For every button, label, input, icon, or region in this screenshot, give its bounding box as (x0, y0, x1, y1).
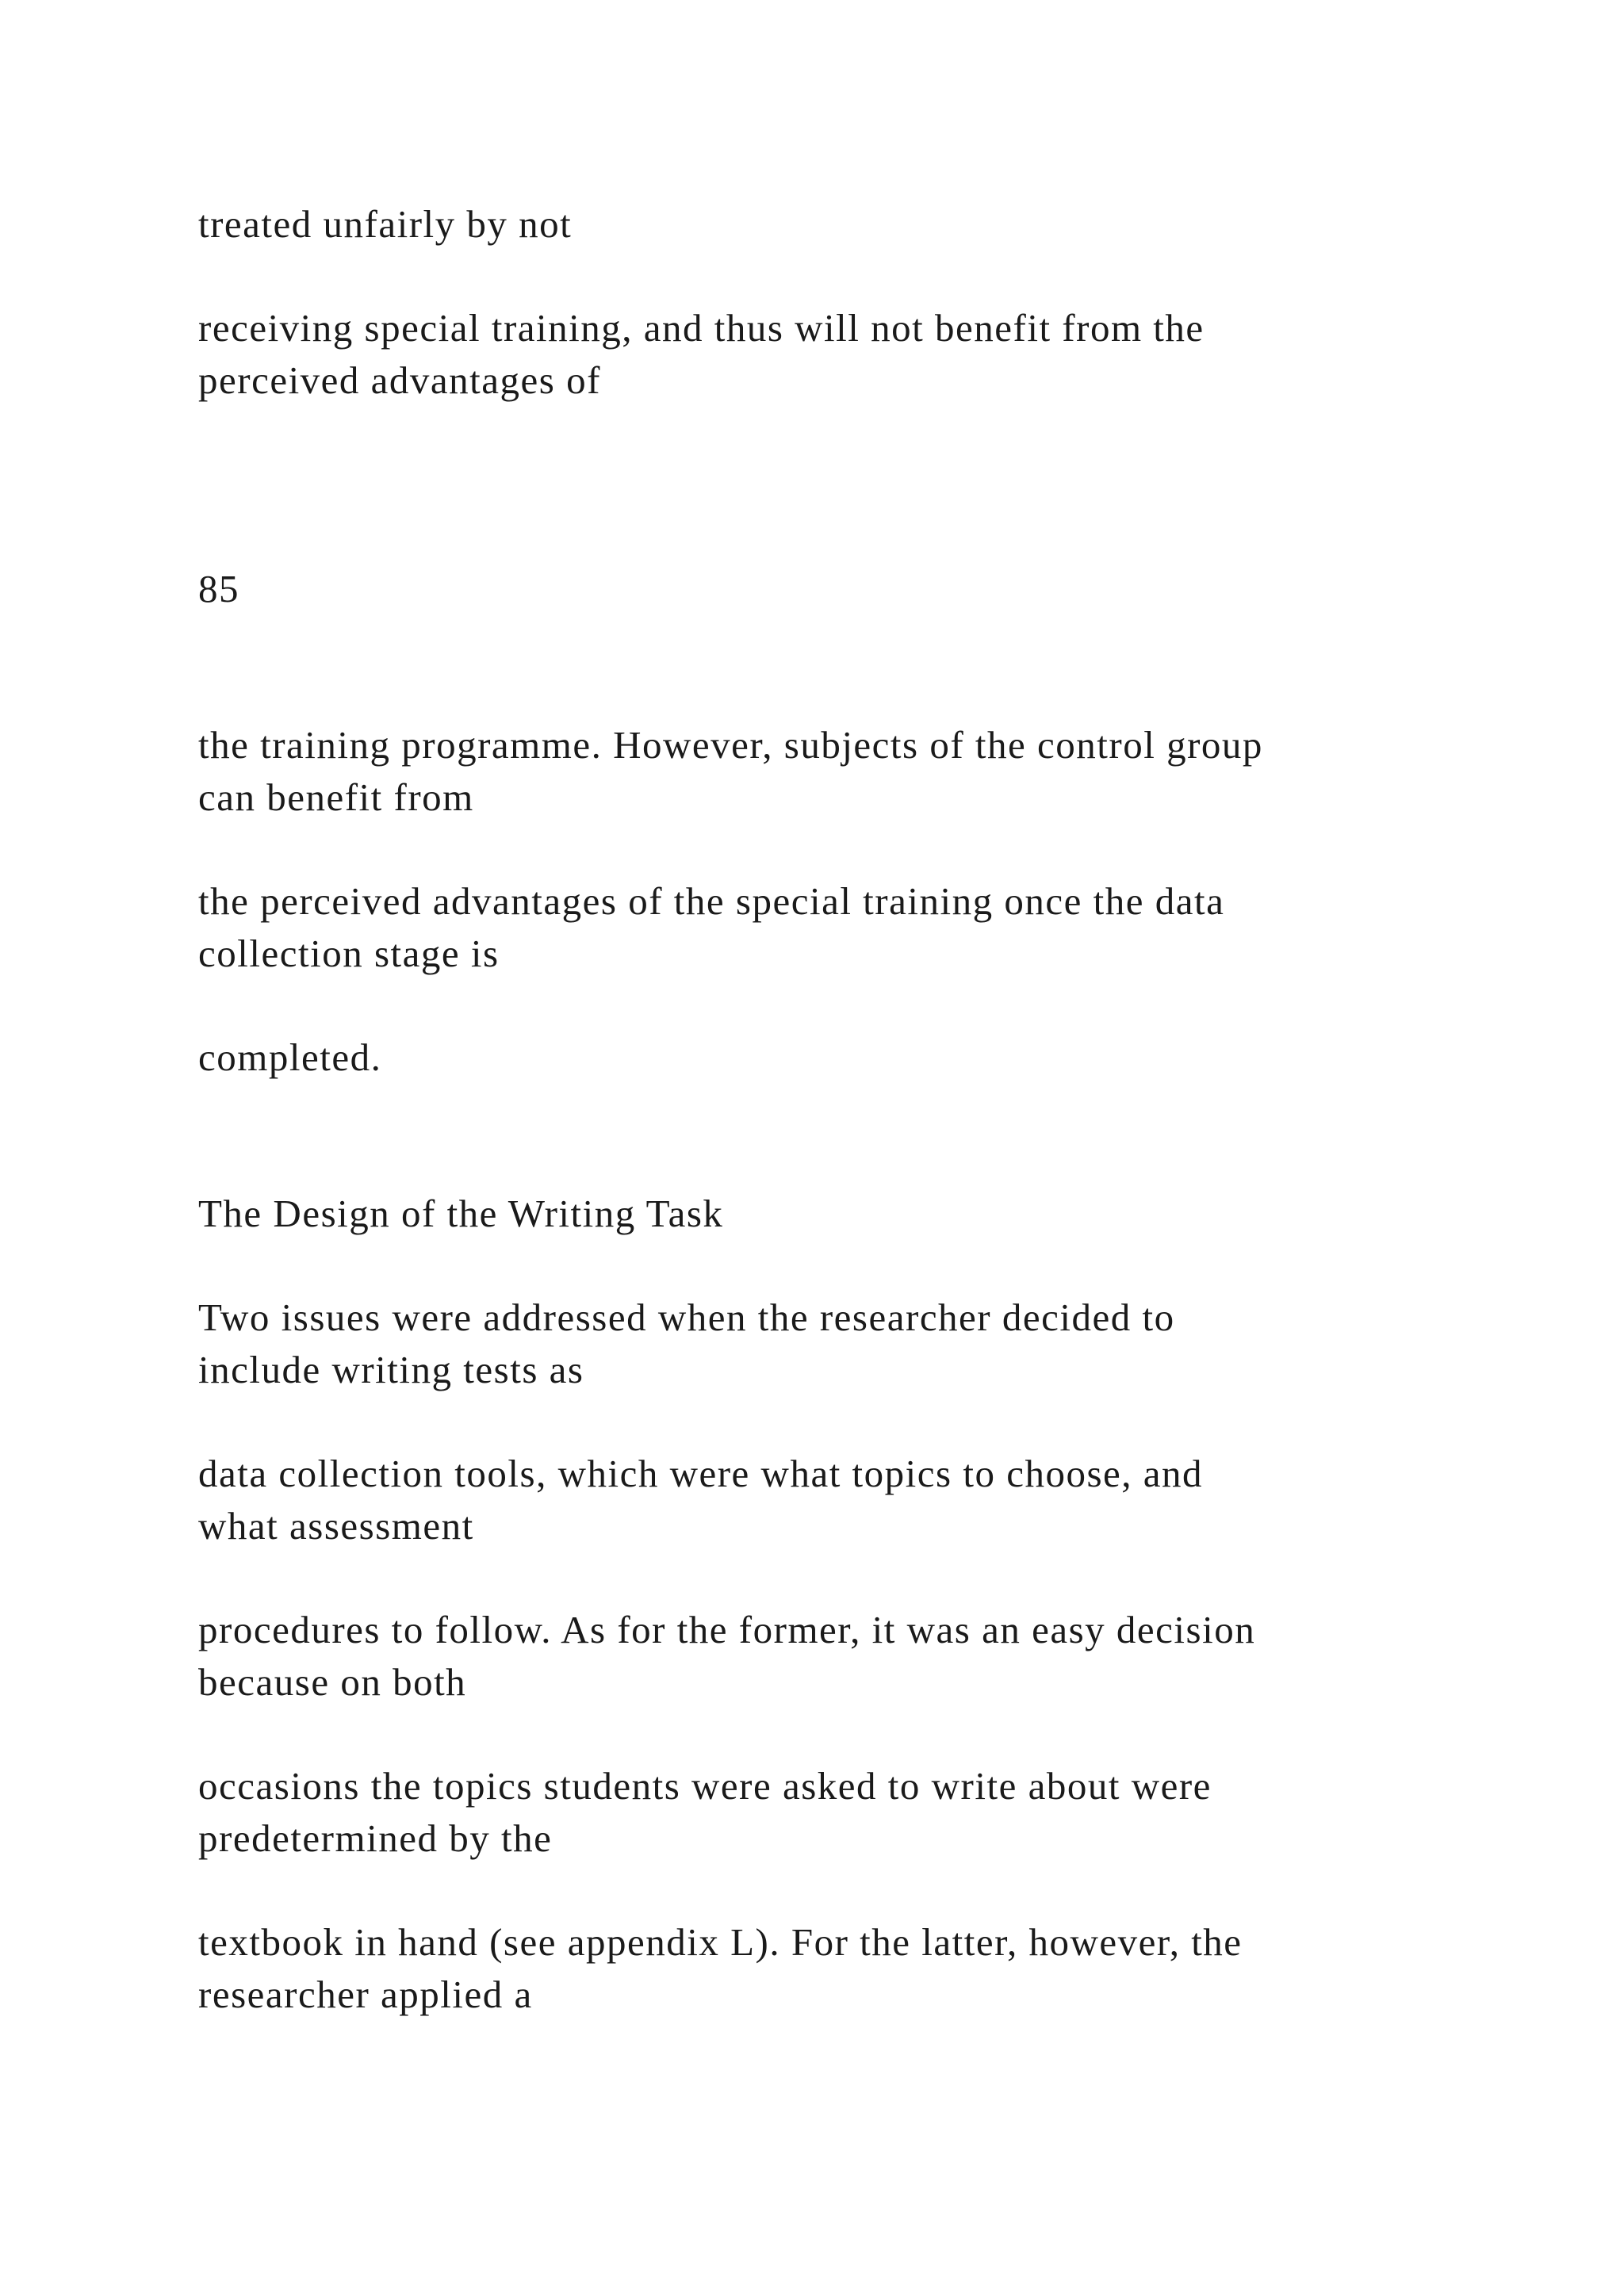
text-line: data collection tools, which were what topics to choose, and (198, 1452, 1204, 1495)
text-line: can benefit from (198, 775, 474, 819)
text-line: receiving special training, and thus will not benefit from the (198, 306, 1205, 350)
section-heading: The Design of the Writing Task (198, 1192, 724, 1235)
text-line: the training programme. However, subjects of the control group (198, 723, 1263, 767)
page-number: 85 (198, 567, 239, 610)
text-line: because on both (198, 1660, 467, 1704)
text-line: textbook in hand (see appendix L). For the latter, however, the (198, 1920, 1243, 1964)
text-line: collection stage is (198, 932, 500, 975)
text-line: Two issues were addressed when the researcher decided to (198, 1295, 1175, 1339)
text-line: what assessment (198, 1504, 474, 1548)
text-line: procedures to follow. As for the former, it was an easy decision (198, 1608, 1256, 1651)
text-line: researcher applied a (198, 1973, 533, 2016)
text-line: include writing tests as (198, 1348, 584, 1391)
text-line: perceived advantages of (198, 358, 601, 402)
text-line: completed. (198, 1035, 382, 1079)
text-line: the perceived advantages of the special training once the data (198, 879, 1225, 923)
text-line: treated unfairly by not (198, 202, 573, 246)
text-line: predetermined by the (198, 1816, 553, 1860)
text-line: occasions the topics students were asked to write about were (198, 1764, 1212, 1808)
